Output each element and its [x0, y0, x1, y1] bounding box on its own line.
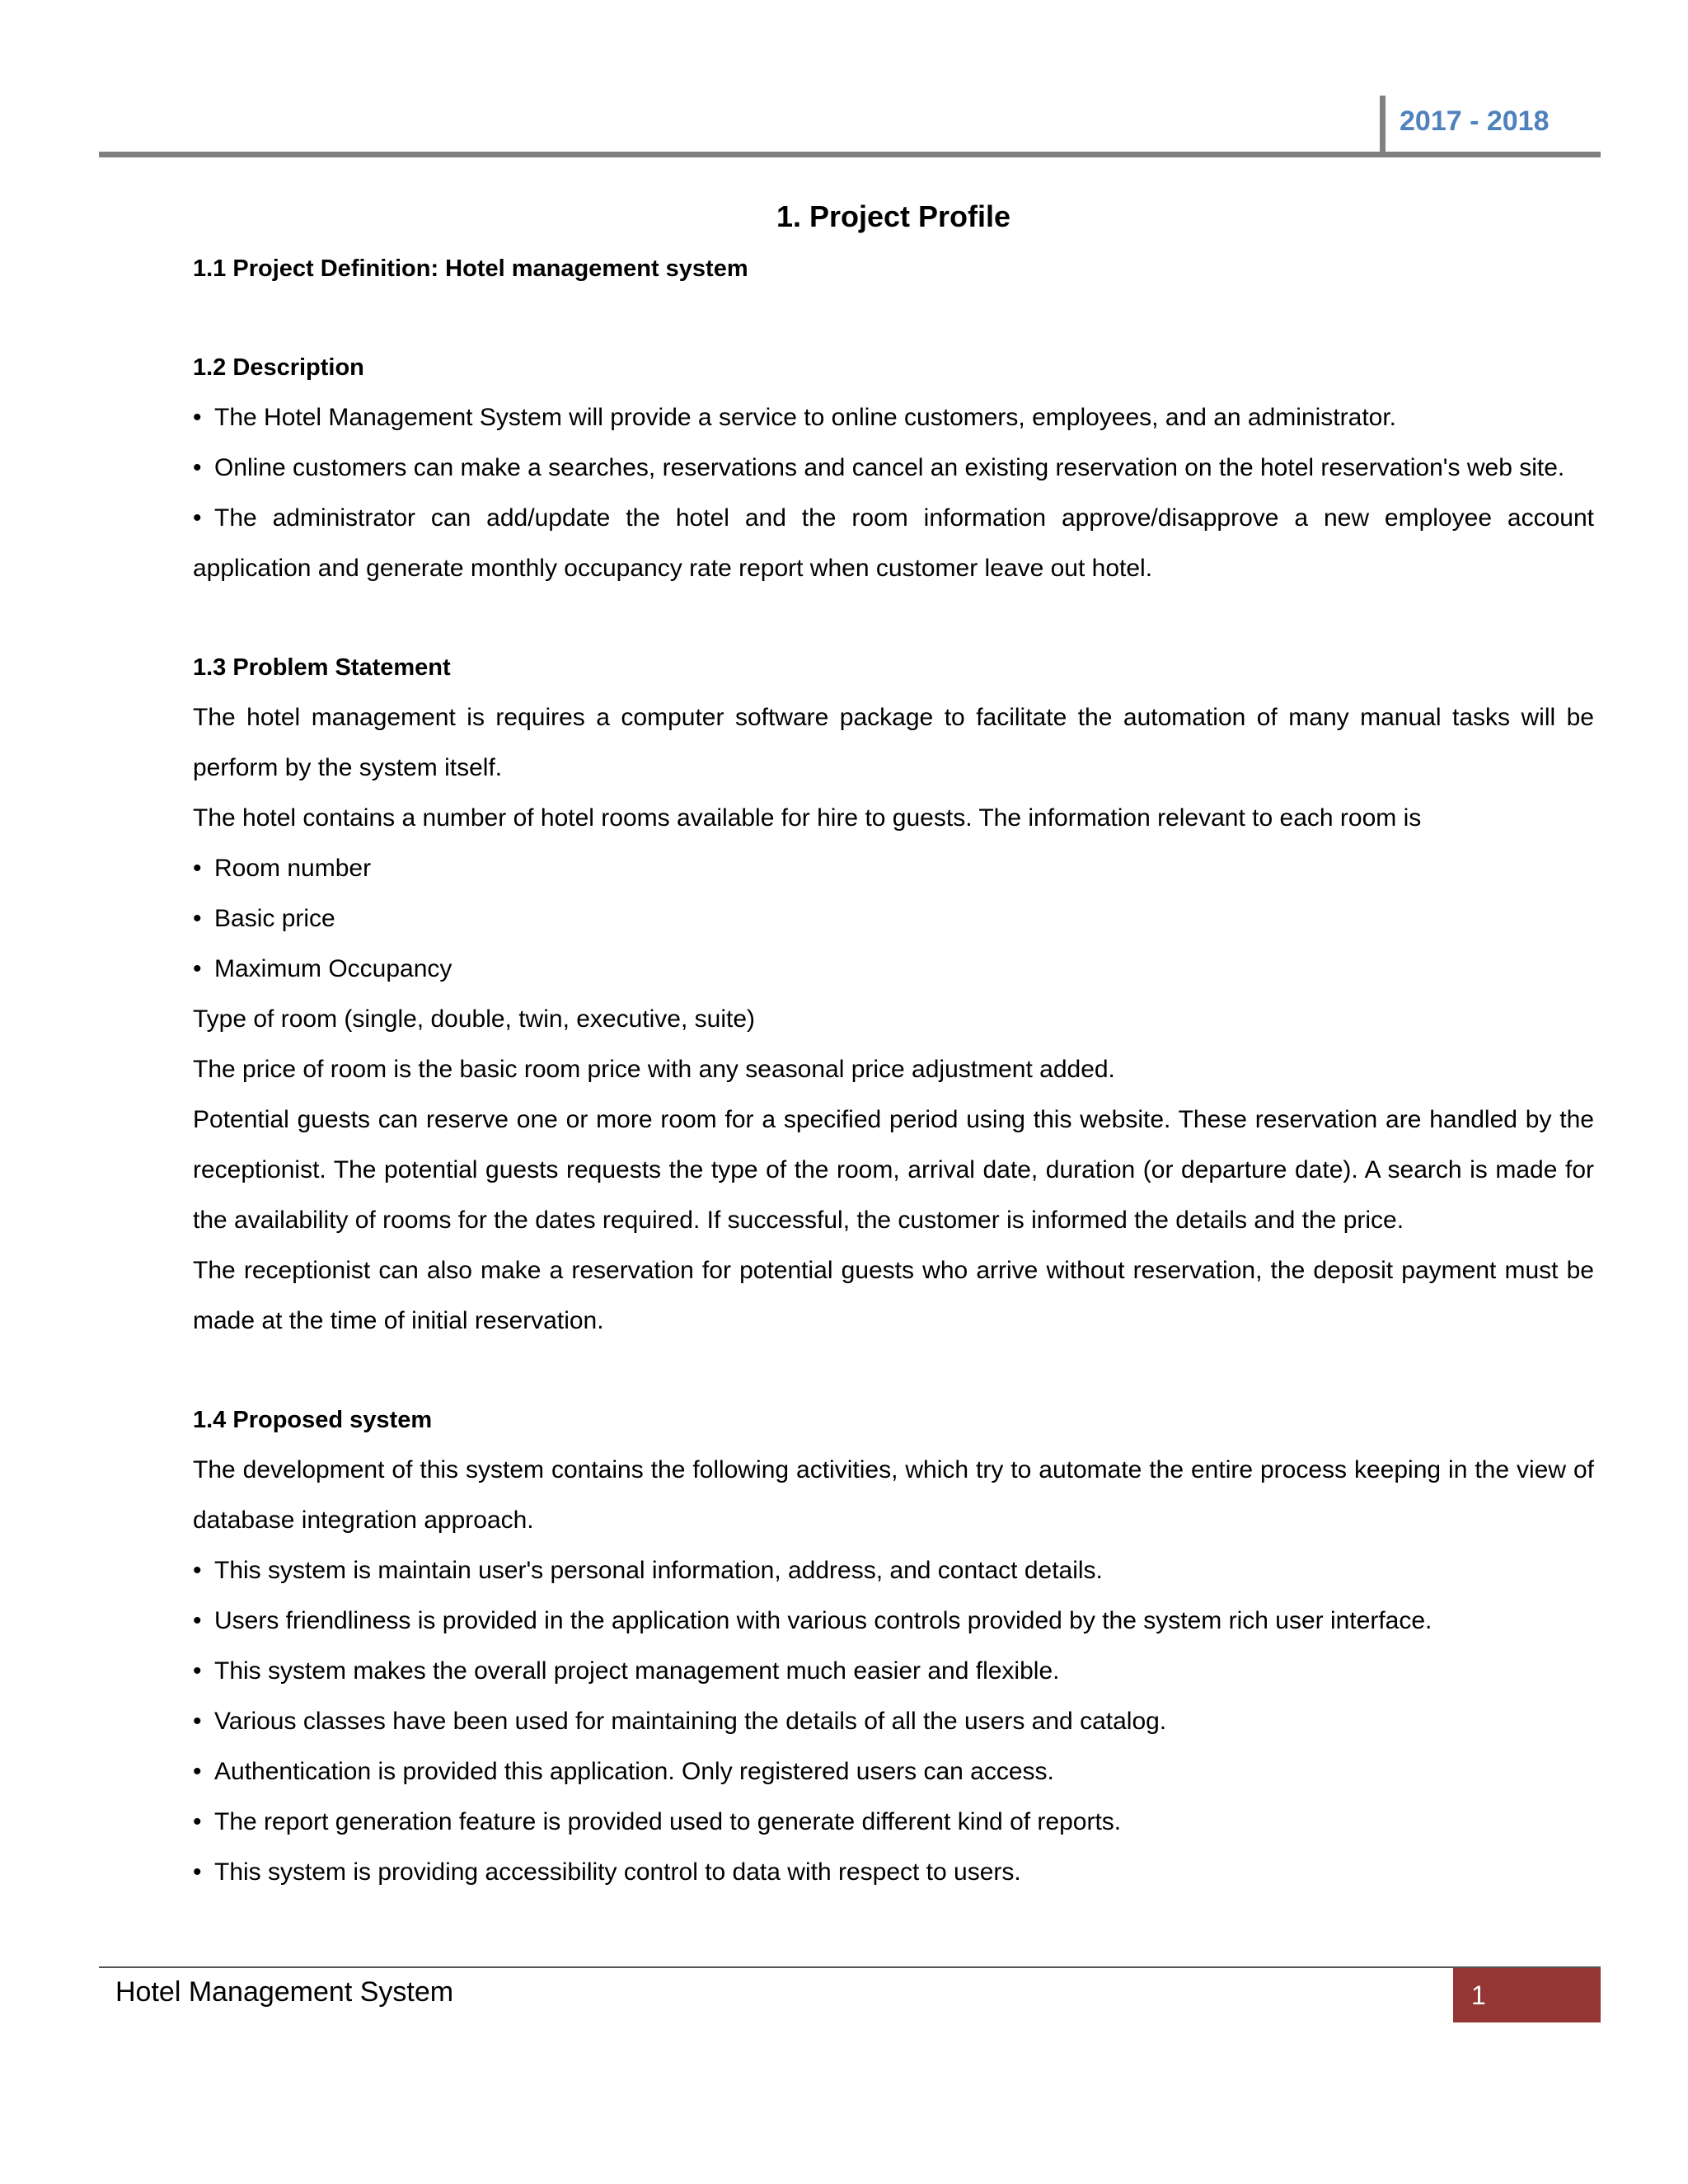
bullet-icon: •: [193, 1657, 202, 1685]
list-item: • Room number: [193, 843, 1594, 893]
list-item: • Online customers can make a searches, reservations and cancel an existing reservation on the hotel reservation's web site.: [193, 443, 1594, 493]
page-title: 1. Project Profile: [776, 199, 1011, 233]
header-year: 2017 - 2018: [1400, 105, 1550, 137]
bullet-icon: •: [193, 905, 202, 932]
list-item: • The Hotel Management System will provide a service to online customers, employees, and an administrator.: [193, 392, 1594, 443]
list-item: • This system is maintain user's personal information, address, and contact details.: [193, 1545, 1594, 1596]
problem-paragraph: The hotel contains a number of hotel rooms available for hire to guests. The information relevant to each room is: [193, 804, 1422, 832]
bullet-icon: •: [193, 1607, 202, 1634]
list-item: • Authentication is provided this application. Only registered users can access.: [193, 1746, 1594, 1797]
bullet-icon: •: [193, 454, 202, 481]
section-heading-description: 1.2 Description: [193, 354, 364, 381]
section-heading-proposed: 1.4 Proposed system: [193, 1407, 433, 1433]
list-item: • The administrator can add/update the hotel and the room information approve/disapprove a new employee account application and generate monthly occupancy rate report when customer leave out hotel.: [193, 493, 1594, 593]
list-item: • Various classes have been used for maintaining the details of all the users and catalog.: [193, 1696, 1594, 1746]
bullet-icon: •: [193, 404, 202, 431]
footer-rule: [99, 1966, 1601, 1968]
bullet-icon: •: [193, 1808, 202, 1835]
bullet-icon: •: [193, 1858, 202, 1886]
problem-paragraph: Potential guests can reserve one or more room for a specified period using this website. These reservation are handled by the receptionist. The potential guests requests the type of the room, arrival date, duration (or departure date). A search is made for the availability of rooms for the dates required. If successful, the customer is informed the details and the price.: [193, 1106, 1594, 1234]
proposed-list: [193, 1545, 1594, 1897]
section-heading-problem: 1.3 Problem Statement: [193, 654, 451, 681]
problem-paragraph: The hotel management is requires a computer software package to facilitate the automation of many manual tasks will be perform by the system itself.: [193, 704, 1594, 781]
section-heading-definition: 1.1 Project Definition: Hotel management system: [193, 255, 748, 282]
problem-paragraph: The receptionist can also make a reservation for potential guests who arrive without reservation, the deposit payment must be made at the time of initial reservation.: [193, 1257, 1594, 1334]
proposed-paragraph: The development of this system contains the following activities, which try to automate the entire process keeping in the view of database integration approach.: [193, 1456, 1594, 1534]
room-info-list: [193, 843, 1594, 994]
bullet-icon: •: [193, 1708, 202, 1735]
bullet-icon: •: [193, 955, 202, 982]
list-item: • Users friendliness is provided in the application with various controls provided by the system rich user interface.: [193, 1596, 1594, 1646]
list-item: • This system makes the overall project management much easier and flexible.: [193, 1646, 1594, 1696]
bullet-icon: •: [193, 1557, 202, 1584]
bullet-icon: •: [193, 1758, 202, 1785]
footer-title: Hotel Management System: [115, 1976, 454, 2008]
description-list: [193, 392, 1594, 593]
bullet-icon: •: [193, 504, 202, 532]
list-item: • The report generation feature is provided used to generate different kind of reports.: [193, 1797, 1594, 1847]
problem-paragraph: The price of room is the basic room price with any seasonal price adjustment added.: [193, 1056, 1115, 1083]
header-rule: [99, 152, 1601, 157]
problem-paragraph: Type of room (single, double, twin, executive, suite): [193, 1005, 756, 1033]
document-body: [193, 194, 1594, 1897]
bullet-icon: •: [193, 855, 202, 882]
page-number: 1: [1453, 1968, 1601, 2022]
header-divider: [1380, 96, 1386, 155]
list-item: • Basic price: [193, 893, 1594, 944]
list-item: • This system is providing accessibility control to data with respect to users.: [193, 1847, 1594, 1897]
list-item: • Maximum Occupancy: [193, 944, 1594, 994]
